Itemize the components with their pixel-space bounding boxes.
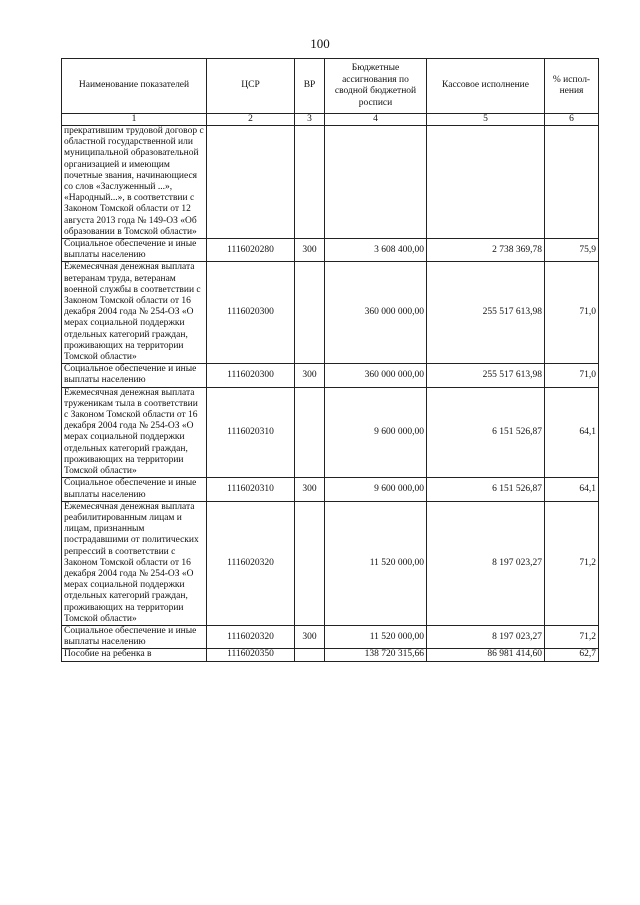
row-cash: 2 738 369,78 xyxy=(427,239,545,262)
row-percent xyxy=(545,126,599,239)
column-number: 4 xyxy=(325,114,427,126)
row-cash: 8 197 023,27 xyxy=(427,501,545,625)
row-name: Социальное обеспечение и иные выплаты населению xyxy=(62,364,207,387)
row-csr: 1116020280 xyxy=(207,239,295,262)
budget-execution-table xyxy=(61,58,599,662)
row-vr xyxy=(295,649,325,661)
row-vr: 300 xyxy=(295,364,325,387)
page-number: 100 xyxy=(310,36,330,51)
column-number: 5 xyxy=(427,114,545,126)
row-csr: 1116020310 xyxy=(207,387,295,478)
row-percent: 64,1 xyxy=(545,387,599,478)
row-cash: 8 197 023,27 xyxy=(427,625,545,648)
table-row xyxy=(62,126,599,239)
row-budget: 11 520 000,00 xyxy=(325,625,427,648)
table-row xyxy=(62,364,599,387)
column-number: 2 xyxy=(207,114,295,126)
row-vr xyxy=(295,387,325,478)
row-name: Ежемесячная денежная выплата реабилитированным лицам и лицам, признанным пострадавшими от политических репрессий в соответствии с Законом Томской области от 16 декабря 2004 года № 254-ОЗ «О мерах социальной поддержки отдельных категорий граждан, проживающих на территории Томской области» xyxy=(62,501,207,625)
row-percent: 75,9 xyxy=(545,239,599,262)
table-row xyxy=(62,239,599,262)
row-vr: 300 xyxy=(295,625,325,648)
row-percent: 71,2 xyxy=(545,625,599,648)
row-name: Ежемесячная денежная выплата ветеранам труда, ветеранам военной службы в соответствии с Законом Томской области от 16 декабря 2004 года № 254-ОЗ «О мерах социальной поддержки отдельных категорий граждан, проживающих на территории Томской области» xyxy=(62,262,207,364)
row-name: Социальное обеспечение и иные выплаты населению xyxy=(62,478,207,501)
row-budget: 11 520 000,00 xyxy=(325,501,427,625)
column-number: 3 xyxy=(295,114,325,126)
row-cash: 86 981 414,60 xyxy=(427,649,545,661)
row-name: Социальное обеспечение и иные выплаты населению xyxy=(62,625,207,648)
header-percent: % испол-нения xyxy=(545,59,599,114)
row-cash: 6 151 526,87 xyxy=(427,387,545,478)
row-cash: 6 151 526,87 xyxy=(427,478,545,501)
row-cash: 255 517 613,98 xyxy=(427,262,545,364)
table-row xyxy=(62,625,599,648)
row-vr xyxy=(295,501,325,625)
row-csr: 1116020320 xyxy=(207,625,295,648)
header-csr: ЦСР xyxy=(207,59,295,114)
header-budget: Бюджетные ассигнования по сводной бюджетной росписи xyxy=(325,59,427,114)
row-name: прекратившим трудовой договор с областной государственной или муниципальной образовательной организацией и имеющим почетные звания, начинающиеся со слов «Заслуженный ...», «Народный...», в соответствии с Законом Томской области от 12 августа 2013 года № 149-ОЗ «Об образовании в Томской области» xyxy=(62,126,207,239)
table-row xyxy=(62,478,599,501)
column-number: 6 xyxy=(545,114,599,126)
table-row xyxy=(62,387,599,478)
row-budget: 360 000 000,00 xyxy=(325,262,427,364)
row-budget: 3 608 400,00 xyxy=(325,239,427,262)
table-row xyxy=(62,501,599,625)
row-csr: 1116020350 xyxy=(207,649,295,661)
row-budget: 138 720 315,66 xyxy=(325,649,427,661)
table-row xyxy=(62,649,599,661)
table-row xyxy=(62,262,599,364)
row-budget: 360 000 000,00 xyxy=(325,364,427,387)
row-budget xyxy=(325,126,427,239)
row-vr xyxy=(295,126,325,239)
column-number: 1 xyxy=(62,114,207,126)
row-csr: 1116020310 xyxy=(207,478,295,501)
row-name: Ежемесячная денежная выплата труженикам тыла в соответствии с Законом Томской области от 16 декабря 2004 года № 254-ОЗ «О мерах социальной поддержки отдельных категорий граждан, проживающих на территории Томской области» xyxy=(62,387,207,478)
row-vr: 300 xyxy=(295,239,325,262)
row-budget: 9 600 000,00 xyxy=(325,478,427,501)
row-csr: 1116020300 xyxy=(207,262,295,364)
header-name: Наименование показателей xyxy=(62,59,207,114)
row-cash: 255 517 613,98 xyxy=(427,364,545,387)
row-name: Пособие на ребенка в xyxy=(62,649,207,661)
row-percent: 71,0 xyxy=(545,262,599,364)
row-percent: 64,1 xyxy=(545,478,599,501)
column-number-row xyxy=(62,114,599,126)
row-name: Социальное обеспечение и иные выплаты населению xyxy=(62,239,207,262)
header-cash: Кассовое исполнение xyxy=(427,59,545,114)
row-csr: 1116020300 xyxy=(207,364,295,387)
row-csr: 1116020320 xyxy=(207,501,295,625)
row-csr xyxy=(207,126,295,239)
header-vr: ВР xyxy=(295,59,325,114)
table-header-row xyxy=(62,59,599,114)
row-vr: 300 xyxy=(295,478,325,501)
row-budget: 9 600 000,00 xyxy=(325,387,427,478)
row-percent: 71,2 xyxy=(545,501,599,625)
row-vr xyxy=(295,262,325,364)
row-cash xyxy=(427,126,545,239)
row-percent: 71,0 xyxy=(545,364,599,387)
row-percent: 62,7 xyxy=(545,649,599,661)
